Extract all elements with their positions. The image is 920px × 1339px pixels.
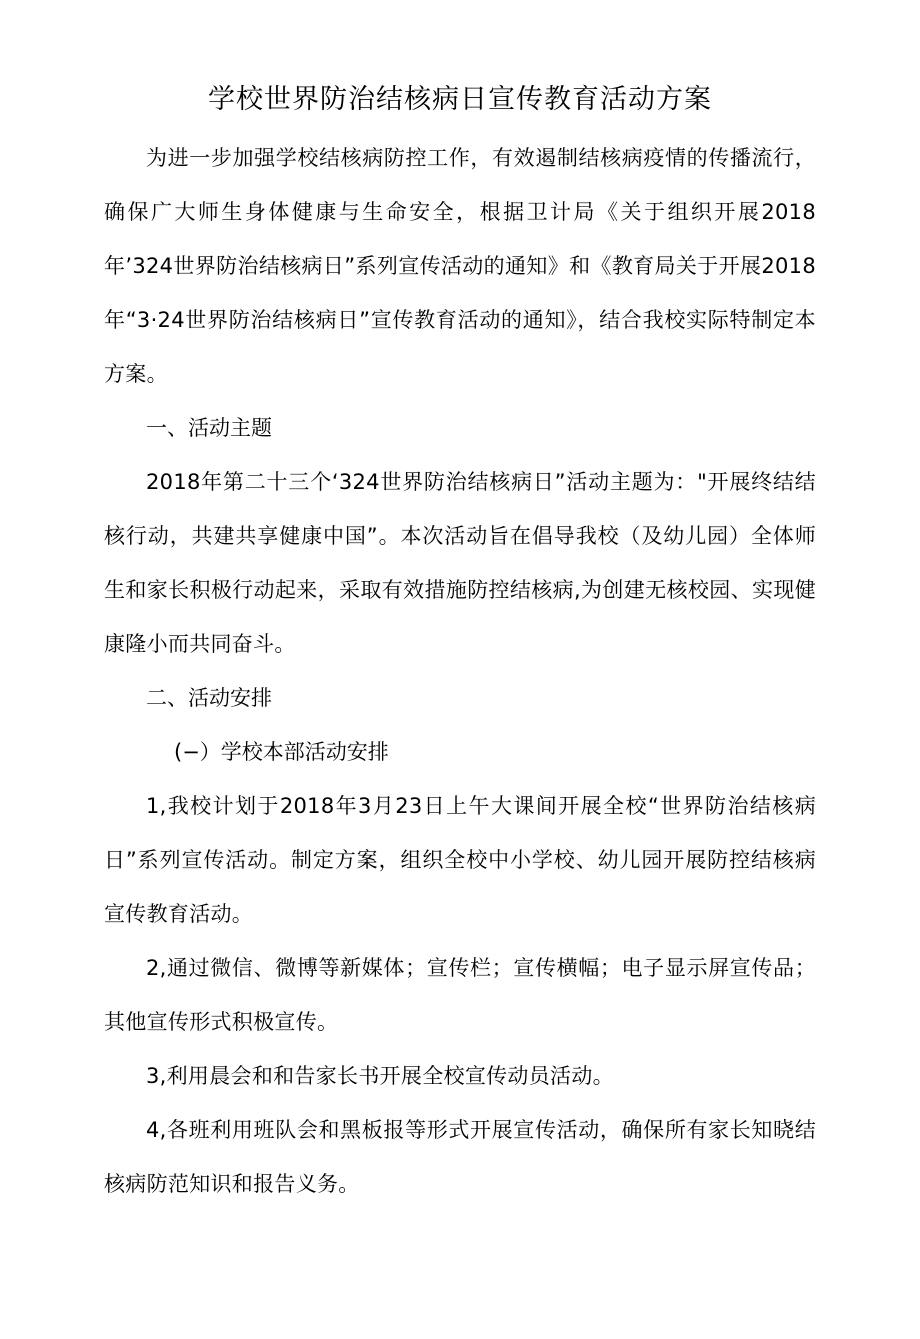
- subsection-heading-school: (−）学校本部活动安排: [174, 740, 389, 764]
- intro-paragraph: 为进一步加强学校结核病防控工作，有效遏制结核病疫情的传播流行，确保广大师生身体健康与生命安全，根据卫计局《关于组织开展2018年’324世界防治结核病日”系列宣传活动的通知》和《教育局关于开展2018年“3·24世界防治结核病日”宣传教育活动的通知》，结合我校实际特制定本方案。: [104, 146, 816, 386]
- list-item: 3,利用晨会和和告家长书开展全校宣传动员活动。: [146, 1064, 614, 1088]
- list-item: 1,我校计划于2018年3月23日上午大课间开展全校“世界防治结核病日”系列宣传活动。制定方案，组织全校中小学校、幼儿园开展防控结核病宣传教育活动。: [104, 794, 816, 926]
- document-title: 学校世界防治结核病日宣传教育活动方案: [208, 84, 712, 115]
- section-heading-theme: 一、活动主题: [146, 416, 272, 440]
- list-item: 2,通过微信、微博等新媒体；宣传栏；宣传横幅；电子显示屏宣传品；其他宣传形式积极宣传。: [104, 956, 816, 1034]
- list-item: 4,各班利用班队会和黑板报等形式开展宣传活动，确保所有家长知晓结核病防范知识和报告义务。: [104, 1118, 816, 1196]
- section-heading-arrangement: 二、活动安排: [146, 686, 272, 710]
- theme-paragraph: 2018年第二十三个‘324世界防治结核病日”活动主题为："开展终结结核行动，共建共享健康中国”。本次活动旨在倡导我校（及幼儿园）全体师生和家长积极行动起来，采取有效措施防控结核病,为创建无核校园、实现健康隆小而共同奋斗。: [104, 470, 816, 656]
